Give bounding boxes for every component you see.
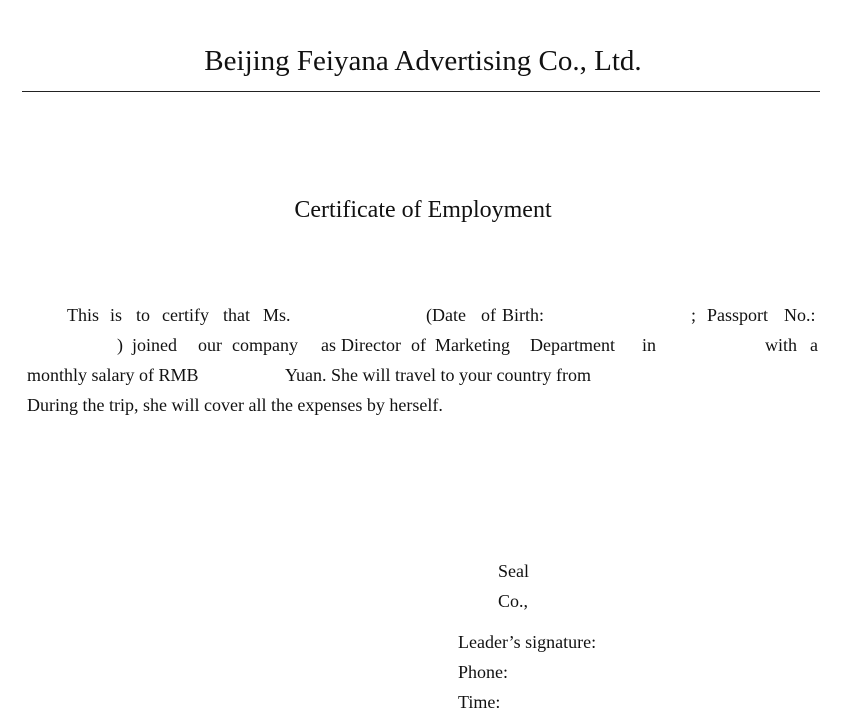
body-word: that bbox=[223, 305, 250, 325]
body-word: with bbox=[765, 335, 798, 355]
body-word: in bbox=[642, 335, 657, 355]
body-word: our bbox=[198, 335, 222, 355]
body-text-travel: Yuan. She will travel to your country from bbox=[285, 365, 591, 385]
body-word: joined bbox=[132, 335, 177, 355]
leader-signature-label: Leader’s signature: bbox=[458, 632, 597, 652]
body-line-4: During the trip, she will cover all the expenses by herself. bbox=[27, 395, 443, 415]
body-word: certify bbox=[162, 305, 209, 325]
body-word: Birth: bbox=[502, 305, 545, 325]
body-word: of bbox=[481, 305, 496, 325]
body-word: This bbox=[67, 305, 100, 325]
body-word: is bbox=[110, 305, 123, 325]
body-word: as bbox=[321, 335, 336, 355]
company-label: Co., bbox=[498, 591, 529, 611]
body-word: No.: bbox=[784, 305, 816, 325]
body-word: a bbox=[810, 335, 818, 355]
body-word: to bbox=[136, 305, 151, 325]
body-word: Ms. bbox=[263, 305, 291, 325]
body-text-salary: monthly salary of RMB bbox=[27, 365, 199, 385]
body-word: Director bbox=[341, 335, 401, 355]
body-word: of bbox=[411, 335, 426, 355]
body-word: Department bbox=[530, 335, 615, 355]
letterhead-divider bbox=[22, 91, 820, 92]
body-word: company bbox=[232, 335, 298, 355]
document-title: Certificate of Employment bbox=[294, 197, 552, 223]
redacted-phone bbox=[525, 662, 675, 684]
letterhead-company-name: Beijing Feiyana Advertising Co., Ltd. bbox=[204, 45, 642, 77]
redacted-leader-signature bbox=[620, 632, 770, 654]
body-word: ) bbox=[117, 335, 123, 355]
phone-label: Phone: bbox=[458, 662, 509, 682]
body-word: ; bbox=[691, 305, 697, 325]
redacted-time bbox=[515, 692, 665, 714]
body-word: Marketing bbox=[435, 335, 510, 355]
body-word: (Date bbox=[426, 305, 466, 325]
body-word: Passport bbox=[707, 305, 769, 325]
time-label: Time: bbox=[458, 692, 501, 712]
seal-label: Seal bbox=[498, 561, 529, 581]
